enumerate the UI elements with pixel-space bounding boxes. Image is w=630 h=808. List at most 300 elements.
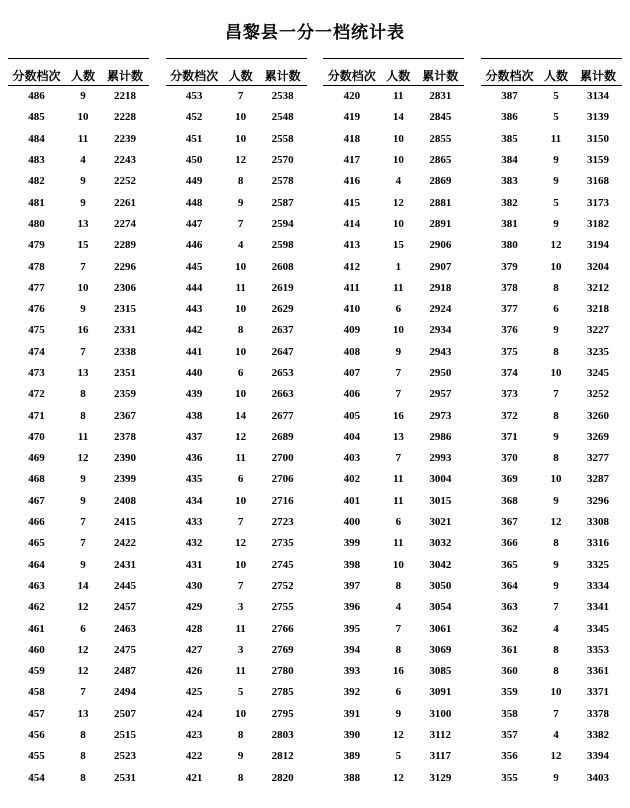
table-body <box>166 86 307 789</box>
cell-cumulative: 2239 <box>114 132 136 145</box>
cell-score: 425 <box>185 686 203 699</box>
cell-cumulative: 3245 <box>586 367 609 379</box>
cell-score: 430 <box>185 579 203 592</box>
cell-count: 7 <box>80 260 86 273</box>
cell-cumulative: 3134 <box>586 90 609 103</box>
cell-score: 414 <box>343 217 361 230</box>
cell-count: 16 <box>392 665 404 678</box>
table-row <box>8 618 149 639</box>
cell-count: 10 <box>392 324 404 337</box>
cell-cumulative: 2637 <box>271 324 294 337</box>
cell-score: 426 <box>185 665 203 678</box>
cell-score: 454 <box>28 771 45 784</box>
cell-count: 9 <box>395 345 402 358</box>
cell-cumulative: 2415 <box>114 516 136 529</box>
cell-count: 7 <box>395 622 402 635</box>
table-row <box>166 149 307 170</box>
cell-score: 477 <box>28 281 45 294</box>
cell-count: 10 <box>550 260 562 273</box>
table-row <box>8 192 149 213</box>
table-row <box>323 469 464 490</box>
cell-count: 8 <box>237 175 244 188</box>
cell-cumulative: 2445 <box>114 579 136 592</box>
table-row <box>8 426 149 447</box>
table-row <box>481 384 622 405</box>
cell-cumulative: 2973 <box>429 409 452 422</box>
header-cumulative: 累计数 <box>106 68 143 83</box>
table-row <box>481 703 622 724</box>
cell-cumulative: 3021 <box>429 516 452 529</box>
cell-count: 6 <box>553 303 559 316</box>
table-row <box>166 511 307 532</box>
table-row <box>323 320 464 341</box>
table-row <box>8 277 149 298</box>
cell-cumulative: 2677 <box>271 409 294 422</box>
cell-cumulative: 3032 <box>429 537 452 550</box>
cell-cumulative: 2378 <box>114 430 136 443</box>
table-row <box>323 724 464 745</box>
table-row <box>8 661 149 682</box>
table-row <box>323 661 464 682</box>
cell-count: 10 <box>392 154 404 167</box>
cell-count: 12 <box>392 729 404 742</box>
header-count: 人数 <box>228 68 253 83</box>
cell-score: 422 <box>185 750 203 763</box>
table-row <box>166 426 307 447</box>
table-row <box>323 192 464 213</box>
cell-count: 12 <box>235 430 247 443</box>
table-row <box>8 298 149 319</box>
cell-cumulative: 2993 <box>429 452 452 465</box>
cell-count: 11 <box>393 281 404 294</box>
table-row <box>166 384 307 405</box>
table-row <box>8 384 149 405</box>
cell-count: 9 <box>80 303 86 316</box>
cell-cumulative: 2390 <box>114 452 136 465</box>
cell-count: 10 <box>392 558 404 571</box>
cell-score: 407 <box>343 367 361 379</box>
cell-score: 392 <box>343 686 361 699</box>
cell-cumulative: 2845 <box>429 111 452 124</box>
score-table <box>8 58 149 788</box>
cell-score: 385 <box>501 132 518 145</box>
cell-count: 8 <box>553 345 559 358</box>
cell-score: 362 <box>501 622 518 635</box>
table-row <box>8 682 149 703</box>
cell-cumulative: 3269 <box>586 430 609 443</box>
table-row <box>166 575 307 596</box>
header-cumulative: 累计数 <box>579 68 616 83</box>
cell-cumulative: 2431 <box>114 558 136 571</box>
table-row <box>323 128 464 149</box>
cell-count: 12 <box>77 665 89 678</box>
cell-count: 7 <box>395 388 402 401</box>
cell-score: 423 <box>185 729 203 742</box>
table-row <box>166 533 307 554</box>
cell-count: 8 <box>237 324 244 337</box>
cell-count: 11 <box>235 665 246 678</box>
cell-count: 4 <box>395 601 402 614</box>
cell-count: 12 <box>392 771 404 784</box>
cell-count: 4 <box>395 175 402 188</box>
cell-count: 9 <box>395 707 402 720</box>
table-row <box>166 639 307 660</box>
cell-score: 452 <box>185 111 203 124</box>
table-row <box>481 298 622 319</box>
cell-count: 10 <box>235 388 247 401</box>
table-row <box>166 128 307 149</box>
table-row <box>8 767 149 788</box>
cell-score: 390 <box>343 729 361 742</box>
table-row <box>481 682 622 703</box>
cell-count: 5 <box>395 750 402 763</box>
table-row <box>323 256 464 277</box>
cell-cumulative: 3204 <box>586 260 609 273</box>
cell-score: 436 <box>185 452 203 465</box>
table-row <box>323 639 464 660</box>
cell-count: 15 <box>77 239 89 252</box>
cell-count: 4 <box>553 729 559 742</box>
cell-score: 439 <box>185 388 203 401</box>
table-row <box>481 575 622 596</box>
table-row <box>323 213 464 234</box>
cell-count: 9 <box>553 558 559 571</box>
cell-count: 7 <box>237 579 244 592</box>
cell-count: 9 <box>553 154 559 167</box>
cell-score: 368 <box>501 494 518 507</box>
cell-count: 10 <box>235 260 247 273</box>
cell-cumulative: 3235 <box>586 345 609 358</box>
cell-count: 10 <box>550 686 562 699</box>
cell-score: 467 <box>28 494 45 507</box>
cell-count: 14 <box>235 409 247 422</box>
cell-cumulative: 2289 <box>114 239 136 252</box>
table-row <box>323 575 464 596</box>
table-row <box>481 448 622 469</box>
cell-score: 466 <box>28 516 45 529</box>
cell-score: 405 <box>343 409 361 422</box>
cell-count: 9 <box>80 473 86 486</box>
cell-cumulative: 3159 <box>586 154 609 167</box>
cell-cumulative: 3117 <box>429 750 452 763</box>
cell-cumulative: 2228 <box>114 111 136 124</box>
cell-cumulative: 2812 <box>271 750 294 763</box>
cell-count: 10 <box>235 303 247 316</box>
table-row <box>323 767 464 788</box>
cell-score: 387 <box>501 90 518 103</box>
cell-cumulative: 2578 <box>271 175 294 188</box>
cell-score: 416 <box>343 175 361 188</box>
cell-cumulative: 2907 <box>429 260 452 273</box>
table-row <box>323 149 464 170</box>
cell-score: 372 <box>501 409 518 422</box>
cell-score: 480 <box>28 217 45 230</box>
table-row <box>8 448 149 469</box>
table-row <box>323 597 464 618</box>
cell-count: 9 <box>553 175 559 188</box>
cell-cumulative: 3325 <box>586 558 609 571</box>
cell-cumulative: 2766 <box>271 622 294 635</box>
table-row <box>323 490 464 511</box>
cell-cumulative: 3100 <box>429 707 452 720</box>
cell-count: 10 <box>550 473 562 486</box>
score-table <box>166 58 307 788</box>
cell-cumulative: 2594 <box>271 217 294 230</box>
cell-score: 356 <box>501 750 518 763</box>
table-row <box>166 171 307 192</box>
cell-count: 9 <box>237 196 244 209</box>
cell-count: 9 <box>553 771 559 784</box>
table-row <box>481 597 622 618</box>
cell-score: 453 <box>185 90 203 103</box>
cell-score: 435 <box>185 473 203 486</box>
cell-score: 459 <box>28 665 45 678</box>
cell-count: 11 <box>393 494 404 507</box>
cell-cumulative: 2700 <box>271 452 294 465</box>
cell-count: 11 <box>235 622 246 635</box>
cell-count: 7 <box>80 516 86 529</box>
cell-cumulative: 2869 <box>429 175 452 188</box>
table-row <box>8 469 149 490</box>
cell-cumulative: 2906 <box>429 239 452 252</box>
cell-cumulative: 2986 <box>429 430 452 443</box>
cell-cumulative: 2934 <box>429 324 452 337</box>
table-row <box>323 235 464 256</box>
cell-cumulative: 3218 <box>586 303 609 316</box>
cell-score: 367 <box>501 516 518 529</box>
cell-cumulative: 3296 <box>586 494 609 507</box>
cell-score: 474 <box>28 345 45 358</box>
cell-score: 374 <box>501 367 518 379</box>
cell-cumulative: 2463 <box>114 622 136 635</box>
cell-count: 9 <box>237 750 244 763</box>
cell-cumulative: 2494 <box>114 686 136 699</box>
cell-count: 10 <box>392 217 404 230</box>
cell-count: 9 <box>80 494 86 507</box>
cell-cumulative: 3129 <box>429 771 452 784</box>
header-score: 分数档次 <box>170 68 219 83</box>
cell-score: 446 <box>185 239 203 252</box>
cell-cumulative: 2587 <box>271 196 294 209</box>
table-row <box>8 533 149 554</box>
table-row <box>166 767 307 788</box>
cell-score: 380 <box>501 239 518 252</box>
cell-score: 469 <box>28 452 45 465</box>
cell-cumulative: 3308 <box>586 516 609 529</box>
table-row <box>481 320 622 341</box>
cell-count: 12 <box>77 601 89 614</box>
cell-cumulative: 3112 <box>429 729 452 742</box>
cell-cumulative: 2619 <box>271 281 294 294</box>
cell-score: 412 <box>343 260 361 273</box>
cell-cumulative: 2515 <box>114 729 136 742</box>
cell-cumulative: 3150 <box>586 132 609 145</box>
cell-cumulative: 2422 <box>114 537 136 550</box>
table-row <box>323 746 464 767</box>
cell-cumulative: 2338 <box>114 345 136 358</box>
table-row <box>481 511 622 532</box>
table-row <box>323 86 464 107</box>
table-row <box>323 682 464 703</box>
cell-count: 7 <box>237 516 244 529</box>
cell-count: 12 <box>550 750 562 763</box>
cell-score: 456 <box>28 729 45 742</box>
cell-count: 6 <box>395 686 402 699</box>
table-row <box>8 405 149 426</box>
cell-cumulative: 2570 <box>271 154 294 167</box>
cell-count: 6 <box>395 303 402 316</box>
cell-count: 5 <box>237 686 244 699</box>
cell-count: 12 <box>77 452 89 465</box>
cell-cumulative: 3085 <box>429 665 452 678</box>
table-row <box>323 554 464 575</box>
cell-count: 6 <box>237 367 244 379</box>
table-row <box>8 703 149 724</box>
cell-score: 483 <box>28 154 45 167</box>
cell-cumulative: 3182 <box>586 217 609 230</box>
cell-score: 389 <box>343 750 361 763</box>
cell-score: 357 <box>501 729 518 742</box>
cell-cumulative: 3194 <box>586 239 609 252</box>
cell-count: 10 <box>550 367 562 379</box>
cell-count: 6 <box>395 516 402 529</box>
table-row <box>8 575 149 596</box>
cell-cumulative: 3361 <box>586 665 609 678</box>
header-score: 分数档次 <box>12 68 61 83</box>
table-header-row <box>323 59 464 86</box>
cell-cumulative: 3139 <box>586 111 609 124</box>
table-row <box>323 107 464 128</box>
table-row <box>166 213 307 234</box>
cell-score: 418 <box>343 132 361 145</box>
cell-score: 431 <box>185 558 203 571</box>
cell-cumulative: 2918 <box>429 281 452 294</box>
cell-score: 434 <box>185 494 203 507</box>
cell-cumulative: 3054 <box>429 601 452 614</box>
table-row <box>8 554 149 575</box>
cell-cumulative: 2399 <box>114 473 136 486</box>
table-row <box>8 597 149 618</box>
cell-count: 13 <box>392 430 404 443</box>
cell-count: 12 <box>550 516 562 529</box>
cell-cumulative: 2785 <box>271 686 294 699</box>
cell-cumulative: 2855 <box>429 132 452 145</box>
cell-count: 10 <box>77 281 89 294</box>
cell-count: 6 <box>237 473 244 486</box>
cell-score: 364 <box>501 579 518 592</box>
cell-count: 5 <box>553 111 559 124</box>
cell-cumulative: 2538 <box>271 90 294 103</box>
cell-cumulative: 3015 <box>429 494 452 507</box>
cell-score: 359 <box>501 686 518 699</box>
header-count: 人数 <box>70 68 95 83</box>
cell-count: 6 <box>80 622 86 635</box>
table-row <box>481 86 622 107</box>
table-row <box>481 746 622 767</box>
cell-cumulative: 2881 <box>429 196 452 209</box>
cell-score: 383 <box>501 175 518 188</box>
cell-cumulative: 2629 <box>271 303 294 316</box>
cell-cumulative: 3403 <box>586 771 609 784</box>
table-body <box>8 86 149 789</box>
table-row <box>8 149 149 170</box>
cell-cumulative: 2507 <box>114 707 136 720</box>
cell-score: 360 <box>501 665 518 678</box>
table-row <box>481 128 622 149</box>
table-row <box>481 405 622 426</box>
table-row <box>323 171 464 192</box>
cell-score: 441 <box>185 345 203 358</box>
cell-score: 411 <box>343 281 360 294</box>
cell-cumulative: 2647 <box>271 345 294 358</box>
cell-count: 7 <box>395 367 402 379</box>
cell-score: 478 <box>28 260 45 273</box>
cell-score: 458 <box>28 686 45 699</box>
cell-cumulative: 2218 <box>114 90 136 103</box>
cell-cumulative: 3091 <box>429 686 452 699</box>
cell-cumulative: 3050 <box>429 579 452 592</box>
table-row <box>8 362 149 383</box>
cell-count: 10 <box>235 345 247 358</box>
cell-count: 8 <box>395 579 402 592</box>
cell-count: 10 <box>235 707 247 720</box>
cell-score: 460 <box>28 643 45 656</box>
cell-count: 8 <box>553 665 559 678</box>
table-row <box>481 192 622 213</box>
cell-count: 7 <box>80 686 86 699</box>
cell-score: 375 <box>501 345 518 358</box>
cell-cumulative: 2475 <box>114 643 136 656</box>
cell-score: 404 <box>343 430 361 443</box>
table-row <box>323 703 464 724</box>
table-row <box>323 533 464 554</box>
cell-score: 444 <box>185 281 203 294</box>
cell-count: 8 <box>80 771 86 784</box>
cell-cumulative: 2367 <box>114 409 136 422</box>
table-header-row <box>8 59 149 86</box>
cell-cumulative: 2598 <box>271 239 294 252</box>
header-count: 人数 <box>543 68 568 83</box>
cell-score: 485 <box>28 111 45 124</box>
table-row <box>166 597 307 618</box>
cell-count: 8 <box>80 729 86 742</box>
cell-count: 7 <box>395 452 402 465</box>
cell-count: 16 <box>77 324 89 337</box>
cell-cumulative: 3004 <box>429 473 452 486</box>
cell-count: 9 <box>553 579 559 592</box>
header-score: 分数档次 <box>485 68 534 83</box>
cell-score: 427 <box>185 643 203 656</box>
cell-count: 11 <box>393 90 404 103</box>
cell-score: 410 <box>343 303 361 316</box>
table-row <box>8 86 149 107</box>
cell-count: 11 <box>235 452 246 465</box>
cell-cumulative: 3345 <box>586 622 609 635</box>
score-table <box>481 58 622 788</box>
cell-cumulative: 3260 <box>586 409 609 422</box>
cell-cumulative: 3168 <box>586 175 609 188</box>
table-row <box>481 767 622 788</box>
table-row <box>323 298 464 319</box>
cell-cumulative: 2548 <box>271 111 294 124</box>
table-row <box>481 362 622 383</box>
table-row <box>481 469 622 490</box>
cell-cumulative: 3173 <box>586 196 609 209</box>
cell-count: 7 <box>553 388 559 401</box>
cell-score: 442 <box>185 324 203 337</box>
cell-score: 484 <box>28 132 45 145</box>
cell-cumulative: 2331 <box>114 324 136 337</box>
